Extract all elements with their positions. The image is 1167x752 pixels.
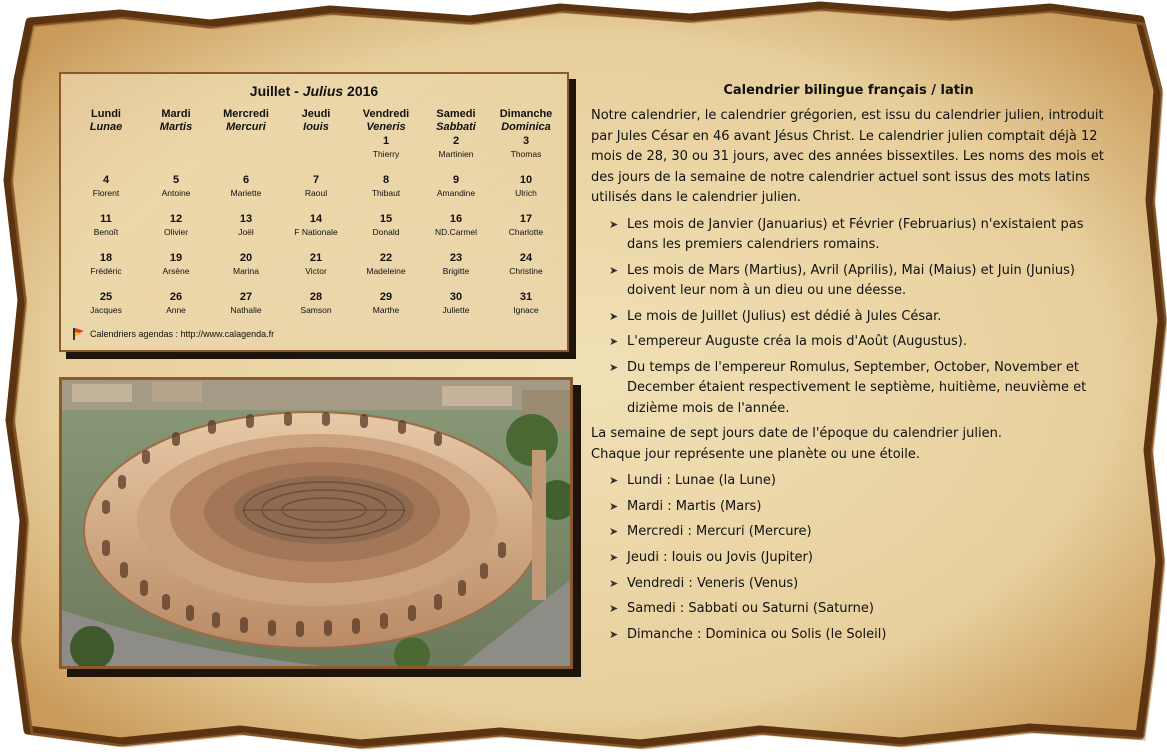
day-cell: 20 Marina bbox=[233, 252, 259, 276]
arrow-bullet-icon: ➤ bbox=[609, 499, 619, 513]
day-cell: 4 Florent bbox=[92, 174, 120, 198]
months-list bbox=[591, 215, 1111, 420]
week-paragraph-line2: Chaque jour représente une planète ou une étoile. bbox=[591, 446, 921, 462]
day-cell: 15 Donald bbox=[372, 213, 400, 237]
day-cell: 22 Madeleine bbox=[366, 252, 406, 276]
weekday-monday: Lundi Lunae bbox=[89, 108, 123, 133]
text-column bbox=[591, 80, 1111, 651]
calendar-month: Juillet bbox=[249, 83, 291, 99]
arrow-bullet-icon: ➤ bbox=[609, 217, 619, 231]
weekday-wednesday: Mercredi Mercuri bbox=[223, 108, 269, 133]
list-item: ➤ Mardi : Martis (Mars) bbox=[591, 497, 1111, 518]
day-cell: 26 Anne bbox=[166, 291, 186, 315]
arrow-bullet-icon: ➤ bbox=[609, 360, 619, 374]
calendar-year: 2016 bbox=[343, 83, 379, 99]
list-item: ➤ Jeudi : Iouis ou Jovis (Jupiter) bbox=[591, 548, 1111, 569]
day-cell: 10 Ulrich bbox=[515, 174, 537, 198]
day-cell: 21 Victor bbox=[305, 252, 327, 276]
arrow-bullet-icon: ➤ bbox=[609, 602, 619, 616]
day-cell: 29 Marthe bbox=[372, 291, 400, 315]
day-cell-empty bbox=[71, 134, 141, 173]
day-cell: 27 Nathalie bbox=[230, 291, 262, 315]
days-list bbox=[591, 471, 1111, 646]
day-cell: 25 Jacques bbox=[90, 291, 122, 315]
calendar-weekday-header bbox=[71, 108, 561, 134]
calendar-title bbox=[61, 83, 567, 99]
arrow-bullet-icon: ➤ bbox=[609, 525, 619, 539]
list-item: ➤ Dimanche : Dominica ou Solis (le Soleil) bbox=[591, 625, 1111, 646]
calendar-month-latin: Julius bbox=[302, 83, 344, 99]
calendar-footer bbox=[73, 328, 274, 340]
intro-paragraph: Notre calendrier, le calendrier grégorien, est issu du calendrier julien, introduit par Jules César en 46 avant Jésus Christ. Le calendrier julien comptait déjà 12 mois de 28, 30 ou 31 jours, avec des années bissextiles. Les noms des mois et des jours de la semaine de notre calendrier actuel sont issus des mots latins utilisés dans le calendrier julien. bbox=[591, 108, 1104, 205]
day-cell: 1 Thierry bbox=[372, 135, 400, 159]
list-item: ➤ Vendredi : Veneris (Venus) bbox=[591, 574, 1111, 595]
weekday-thursday: Jeudi Iouis bbox=[301, 108, 331, 133]
calendar-flag-icon bbox=[73, 328, 84, 340]
day-cell: 24 Christine bbox=[509, 252, 543, 276]
day-cell: 2 Martinien bbox=[438, 135, 474, 159]
arrow-bullet-icon: ➤ bbox=[609, 551, 619, 565]
day-cell: 18 Frédéric bbox=[90, 252, 122, 276]
calendar-week bbox=[71, 134, 561, 173]
list-item: ➤ Du temps de l'empereur Romulus, September, October, November et December étaient respectivement le septième, huitième, neuvième et dizième mois de l'année. bbox=[609, 359, 1087, 416]
arrow-bullet-icon: ➤ bbox=[609, 263, 619, 277]
day-cell: 9 Amandine bbox=[436, 174, 476, 198]
calendar-title-separator: - bbox=[290, 83, 303, 99]
day-cell: 11 Benoît bbox=[93, 213, 119, 237]
list-item: ➤ Les mois de Mars (Martius), Avril (Aprilis), Mai (Maius) et Juin (Junius) doivent leur nom à un dieu ou une déesse. bbox=[609, 262, 1075, 298]
list-item: ➤ Samedi : Sabbati ou Saturni (Saturne) bbox=[591, 599, 1111, 620]
week-paragraph-line1: La semaine de sept jours date de l'époque du calendrier julien. bbox=[591, 426, 1002, 441]
day-cell: 17 Charlotte bbox=[508, 213, 544, 237]
day-cell-empty bbox=[281, 134, 351, 173]
colosseum-illustration bbox=[62, 380, 570, 666]
list-item: ➤ Lundi : Lunae (la Lune) bbox=[591, 471, 1111, 492]
day-cell-empty bbox=[141, 134, 211, 173]
calendar-week bbox=[71, 212, 561, 251]
arrow-bullet-icon: ➤ bbox=[609, 474, 619, 487]
day-cell: 23 Brigitte bbox=[442, 252, 470, 276]
weekday-sunday: Dimanche Dominica bbox=[499, 108, 553, 133]
day-cell: 3 Thomas bbox=[510, 135, 542, 159]
arrow-bullet-icon: ➤ bbox=[609, 628, 619, 642]
list-item: ➤ L'empereur Auguste créa la mois d'Août (Augustus). bbox=[591, 332, 1111, 353]
day-cell: 8 Thibaut bbox=[371, 174, 401, 198]
arrow-bullet-icon: ➤ bbox=[609, 335, 619, 348]
weekday-friday: Vendredi Veneris bbox=[362, 108, 410, 133]
day-cell-empty bbox=[211, 134, 281, 173]
day-cell: 19 Arsène bbox=[162, 252, 190, 276]
day-cell: 14 F Nationale bbox=[294, 213, 338, 237]
day-cell: 13 Joël bbox=[238, 213, 254, 237]
list-item: ➤ Mercredi : Mercuri (Mercure) bbox=[591, 522, 1111, 543]
arrow-bullet-icon: ➤ bbox=[609, 576, 619, 590]
day-cell: 7 Raoul bbox=[304, 174, 328, 198]
day-cell: 12 Olivier bbox=[163, 213, 189, 237]
day-cell: 16 ND.Carmel bbox=[434, 213, 478, 237]
calendar-grid bbox=[71, 108, 561, 329]
section-title: Calendrier bilingue français / latin bbox=[723, 83, 974, 98]
weekday-tuesday: Mardi Martis bbox=[159, 108, 193, 133]
colosseum-photo bbox=[59, 377, 573, 669]
day-cell: 31 Ignace bbox=[513, 291, 539, 315]
day-cell: 30 Juliette bbox=[442, 291, 470, 315]
list-item: ➤ Les mois de Janvier (Januarius) et Février (Februarius) n'existaient pas dans les premiers calendriers romains. bbox=[609, 216, 1084, 252]
calendar-week bbox=[71, 173, 561, 212]
list-item: ➤ Le mois de Juillet (Julius) est dédié à Jules César. bbox=[591, 307, 1111, 328]
calendar-week bbox=[71, 251, 561, 290]
calagenda-link[interactable]: Calendriers agendas : http://www.calagenda.fr bbox=[90, 329, 275, 339]
arrow-bullet-icon: ➤ bbox=[609, 309, 619, 323]
calendar-week bbox=[71, 290, 561, 329]
weekday-saturday: Samedi Sabbati bbox=[436, 108, 476, 133]
calendar-panel bbox=[59, 72, 569, 352]
day-cell: 6 Mariette bbox=[230, 174, 262, 198]
day-cell: 28 Samson bbox=[300, 291, 332, 315]
day-cell: 5 Antoine bbox=[161, 174, 191, 198]
